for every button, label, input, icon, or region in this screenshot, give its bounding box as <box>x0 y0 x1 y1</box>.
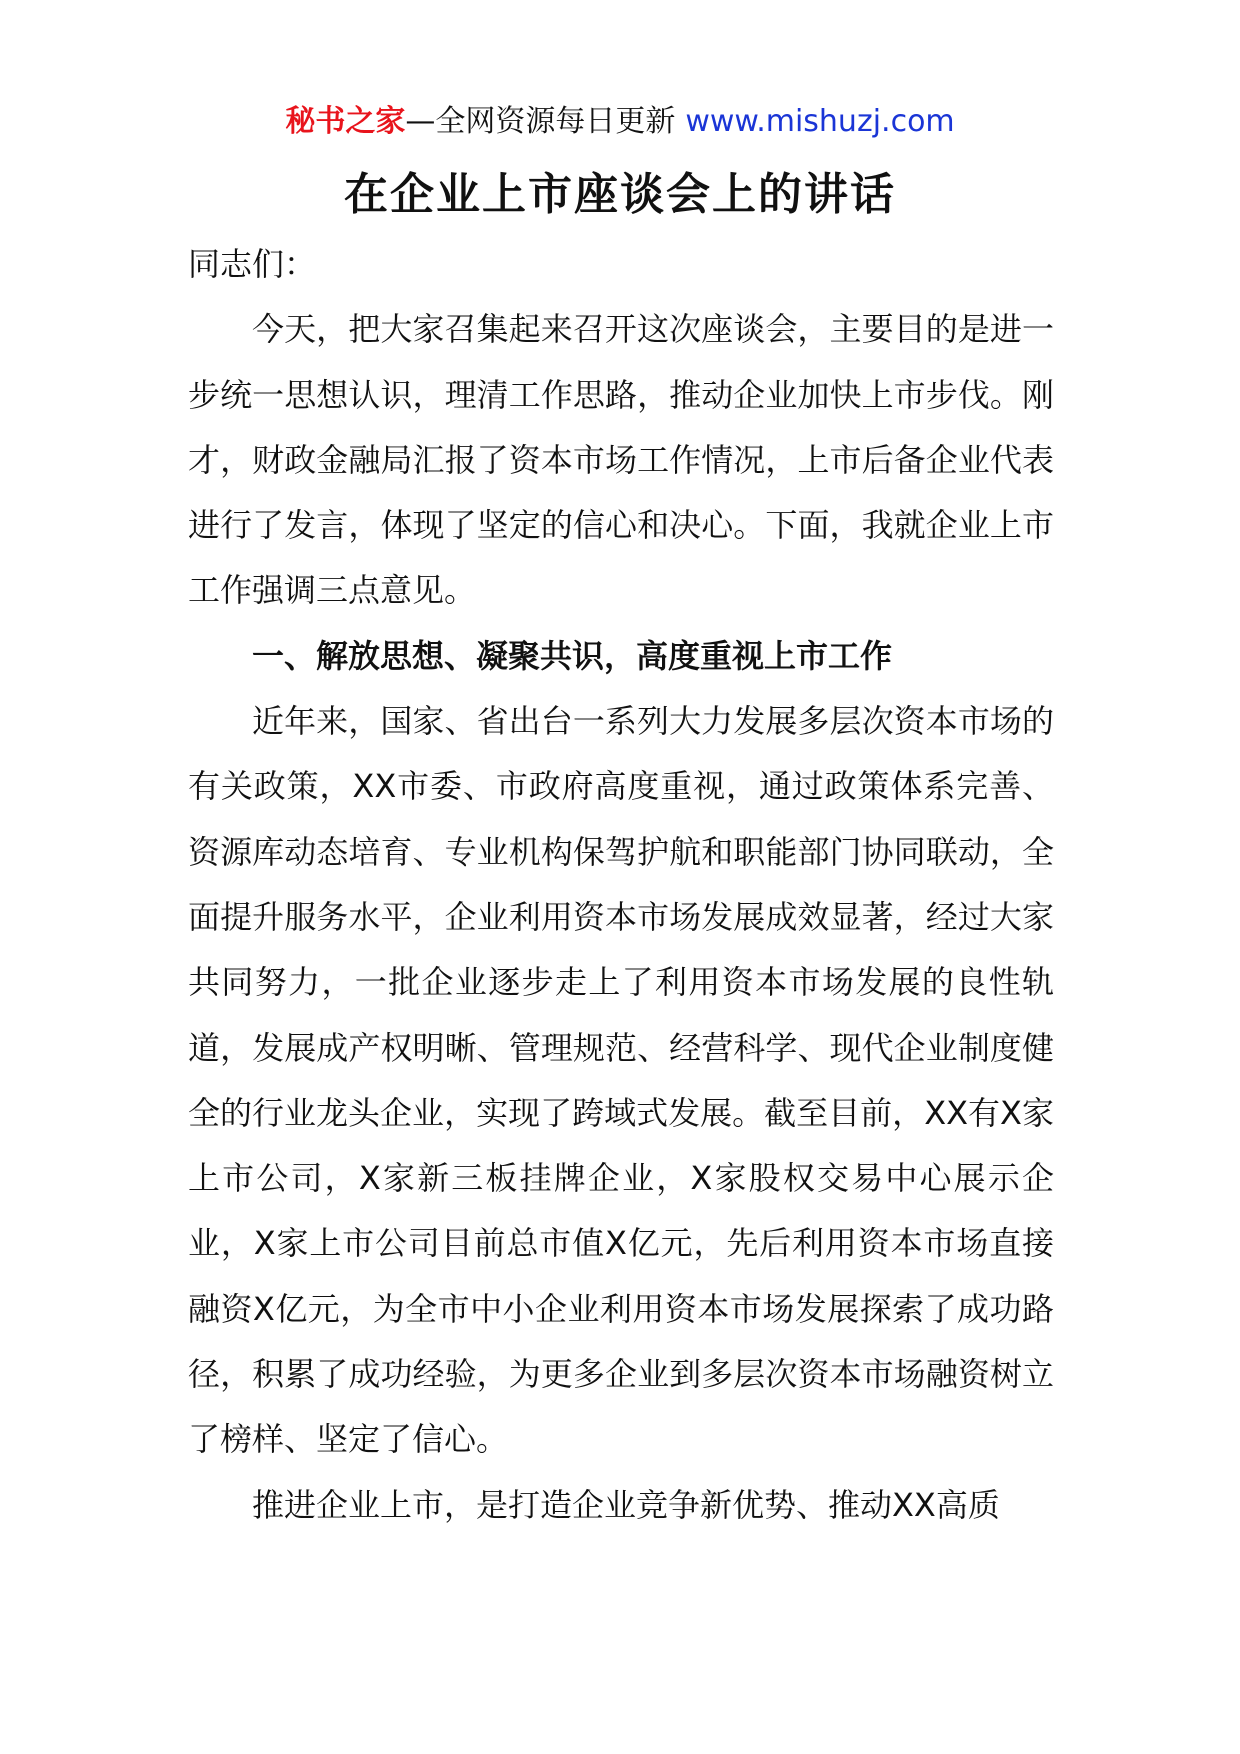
paragraph-opening: 今天，把大家召集起来召开这次座谈会，主要目的是进一步统一思想认识，理清工作思路，推动企业加快上市步伐。刚才，财政金融局汇报了资本市场工作情况，上市后备企业代表进行了发言，体现了坚定的信心和决心。下面，我就企业上市工作强调三点意见。 <box>188 310 1054 610</box>
salutation: 同志们： <box>188 245 317 283</box>
site-brand: 秘书之家 <box>285 104 406 139</box>
site-url-link[interactable]: www.mishuzj.com <box>685 104 955 139</box>
site-header <box>0 100 1240 144</box>
document-title: 在企业上市座谈会上的讲话 <box>344 169 896 220</box>
document-body <box>188 232 1054 1538</box>
site-tagline: —全网资源每日更新 <box>405 104 676 139</box>
paragraph-significance: 推进企业上市，是打造企业竞争新优势、推动XX高质 <box>252 1485 1000 1524</box>
section-heading-1: 一、解放思想、凝聚共识，高度重视上市工作 <box>252 636 893 675</box>
paragraph-background: 近年来，国家、省出台一系列大力发展多层次资本市场的有关政策，XX市委、市政府高度重视，通过政策体系完善、资源库动态培育、专业机构保驾护航和职能部门协同联动，全面提升服务水平，企业利用资本市场发展成效显著，经过大家共同努力，一批企业逐步走上了利用资本市场发展的良性轨道，发展成产权明晰、管理规范、经营科学、现代企业制度健全的行业龙头企业，实现了跨域式发展。截至目前，XX有X家上市公司，X家新三板挂牌企业，X家股权交易中心展示企业，X家上市公司目前总市值X亿元，先后利用资本市场直接融资X亿元，为全市中小企业利用资本市场发展探索了成功路径，积累了成功经验，为更多企业到多层次资本市场融资树立了榜样、坚定了信心。 <box>188 702 1054 1459</box>
